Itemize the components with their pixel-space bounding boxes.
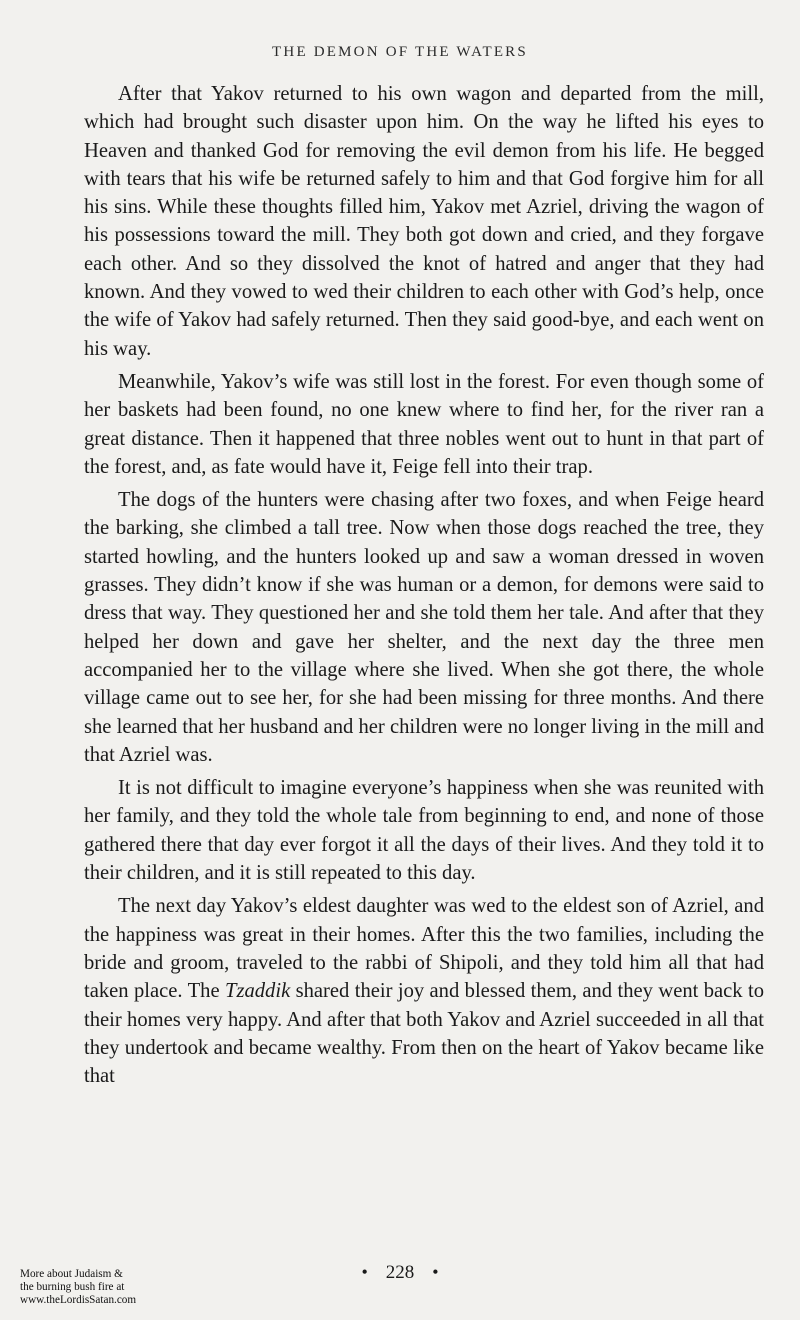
body-text <box>84 80 764 1095</box>
page-number: 228 <box>385 1262 415 1283</box>
footer-dot: • <box>432 1262 439 1282</box>
text-segment: shared their joy and blessed them, and they went back to their homes very happy. And after that both Yakov and Azriel succeeded in all that they undertook and became wealthy. From then on the heart of Yakov became like that <box>84 980 765 1088</box>
paragraph: After that Yakov returned to his own wagon and departed from the mill, which had brought such disaster upon him. On the way he lifted his eyes to Heaven and thanked God for removing the evil demon from his life. He begged with tears that his wife be returned safely to him and that God forgive him for all his sins. While these thoughts filled him, Yakov met Azriel, driving the wagon of his possessions toward the mill. They both got down and cried, and they forgave each other. And so they dissolved the knot of hatred and anger that they had known. And they vowed to wed their children to each other with God’s help, once the wife of Yakov had safely returned. Then they said good-bye, and each went on his way. <box>84 83 764 360</box>
paragraph: The dogs of the hunters were chasing after two foxes, and when Feige heard the barking, she climbed a tall tree. Now when those dogs reached the tree, they started howling, and the hunters looked up and saw a woman dressed in woven grasses. They didn’t know if she was human or a demon, for demons were said to dress that way. They questioned her and she told them her tale. And after that they helped her down and gave her shelter, and the next day the three men accompanied her to the village where she lived. When she got there, the whole village came out to see her, for she had been missing for three months. And there she learned that her husband and her children were no longer living in the mill and that Azriel was. <box>84 489 764 766</box>
paragraph-last <box>84 892 764 1090</box>
credit-line: the burning bush fire at <box>20 1281 125 1294</box>
text-segment: The next day Yakov’s eldest daughter was wed to the eldest son of Azriel, and the happiness was great in their homes. After this the two families, including the bride and groom, traveled to the rabbi of Shipoli, and they told him all that had taken place. The <box>84 895 764 1003</box>
italic-term: Tzaddik <box>224 980 291 1003</box>
footer-dot: • <box>361 1262 368 1282</box>
paragraph: Meanwhile, Yakov’s wife was still lost in the forest. For even though some of her baskets had been found, no one knew where to find her, for the river ran a great distance. Then it happened that three nobles went out to hunt in that part of the forest, and, as fate would have it, Feige fell into their trap. <box>84 370 764 478</box>
credit-line: More about Judaism & <box>20 1268 123 1280</box>
paragraph: It is not difficult to imagine everyone’s happiness when she was reunited with her family, and they told the whole tale from beginning to end, and none of those gathered there that day ever forgot it all the days of their lives. And they told it to their children, and it is still repeated to this day. <box>84 777 764 885</box>
credit-url: www.theLordisSatan.com <box>20 1294 137 1307</box>
credit-note <box>20 1268 200 1308</box>
running-title: THE DEMON OF THE WATERS <box>272 44 528 60</box>
